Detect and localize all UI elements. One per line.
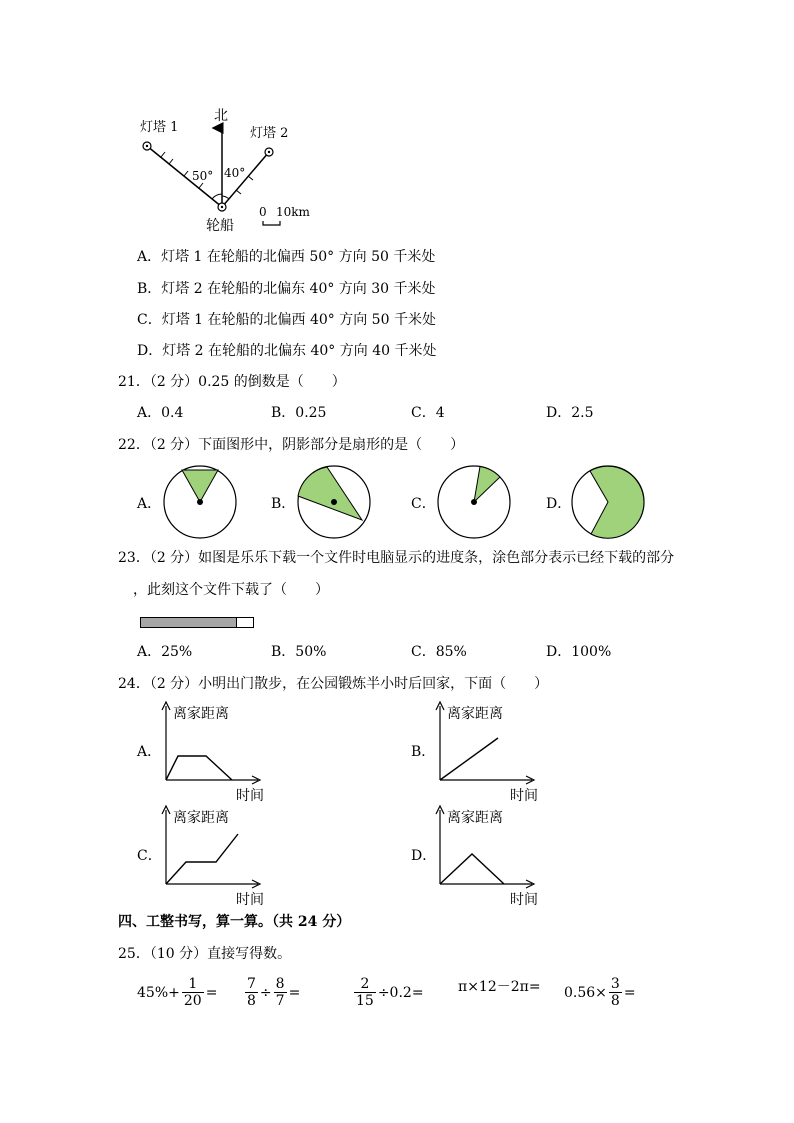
q23-option-d[interactable]: D．100% xyxy=(546,644,612,660)
q21-option-d[interactable]: D．2.5 xyxy=(546,405,594,421)
q24-label-a[interactable]: A． xyxy=(137,744,162,760)
q24-graph-d[interactable] xyxy=(432,804,544,908)
q23-stem-line2: ，此刻这个文件下载了（ ） xyxy=(133,582,329,598)
q24-label-d[interactable]: D． xyxy=(411,848,437,864)
graph-a-ylabel: 离家距离 xyxy=(173,706,229,722)
q22-label-a[interactable]: A． xyxy=(137,496,162,512)
q20-option-d[interactable]: D．灯塔 2 在轮船的北偏东 40° 方向 40 千米处 xyxy=(137,343,437,359)
graph-d-ylabel: 离家距离 xyxy=(447,810,503,826)
ship-label: 轮船 xyxy=(206,218,234,234)
q25-stem: 25．（10 分）直接写得数。 xyxy=(118,946,292,962)
graph-d-line xyxy=(440,854,504,884)
q22-circle-c[interactable] xyxy=(436,464,512,540)
q22-label-c[interactable]: C． xyxy=(411,496,436,512)
q22-circle-d[interactable] xyxy=(570,464,646,540)
q23-progress-fill xyxy=(141,618,237,627)
angle-50-label: 50° xyxy=(192,169,214,183)
q22-label-d[interactable]: D． xyxy=(546,496,572,512)
q21-option-a[interactable]: A．0.4 xyxy=(137,405,184,421)
q23-option-b[interactable]: B．50% xyxy=(271,644,327,660)
q25-expr-4: π×12－2π= xyxy=(458,979,541,995)
q20-option-c[interactable]: C．灯塔 1 在轮船的北偏西 40° 方向 50 千米处 xyxy=(137,312,436,328)
q20-compass-figure xyxy=(136,100,316,240)
q21-option-b[interactable]: B．0.25 xyxy=(271,405,327,421)
angle-40-label: 40° xyxy=(224,166,246,180)
q24-graph-c[interactable] xyxy=(158,804,270,908)
lighthouse2-label: 灯塔 2 xyxy=(250,126,289,141)
scale-zero-label: 0 xyxy=(259,205,267,219)
scale-bar xyxy=(263,221,280,225)
q20-option-b[interactable]: B．灯塔 2 在轮船的北偏东 40° 方向 30 千米处 xyxy=(137,281,436,297)
q22-circle-b[interactable] xyxy=(296,464,372,540)
q25-expr-5: 0.56× $\frac{3}{8}$ = xyxy=(564,976,636,1009)
q23-option-a[interactable]: A．25% xyxy=(137,644,193,660)
q24-graph-b[interactable] xyxy=(432,700,544,804)
graph-c-line xyxy=(166,834,238,884)
q24-graph-a[interactable] xyxy=(158,700,270,804)
q23-progress-bar xyxy=(140,617,254,628)
q25-expr-3: $\frac{2}{15}$ ÷0.2= xyxy=(356,976,424,1009)
graph-b-xlabel: 时间 xyxy=(510,788,538,804)
graph-c-ylabel: 离家距离 xyxy=(173,810,229,826)
q22-stem: 22．（2 分）下面图形中，阴影部分是扇形的是（ ） xyxy=(118,437,465,453)
q21-option-c[interactable]: C．4 xyxy=(411,405,445,421)
q21-stem: 21．（2 分）0.25 的倒数是（ ） xyxy=(118,374,346,390)
graph-d-xlabel: 时间 xyxy=(510,892,538,908)
scale-unit-label: 10km xyxy=(276,205,310,219)
graph-b-ylabel: 离家距离 xyxy=(447,706,503,722)
q25-expr-1: 45%+ $\frac{1}{20}$ = xyxy=(137,976,218,1009)
q24-label-b[interactable]: B． xyxy=(411,744,436,760)
q24-stem: 24．（2 分）小明出门散步，在公园锻炼半小时后回家，下面（ ） xyxy=(118,676,549,692)
section4-heading: 四、工整书写，算一算。（共 24 分） xyxy=(118,914,351,930)
q22-label-b[interactable]: B． xyxy=(271,496,296,512)
q25-expr-2: $\frac{7}{8}$ ÷ $\frac{8}{7}$ = xyxy=(247,976,301,1009)
north-label: 北 xyxy=(214,108,228,124)
graph-a-line xyxy=(166,756,232,780)
q23-stem-line1: 23．（2 分）如图是乐乐下载一个文件时电脑显示的进度条，涂色部分表示已经下载的部分 xyxy=(118,550,675,566)
q23-option-c[interactable]: C．85% xyxy=(411,644,467,660)
lighthouse1-label: 灯塔 1 xyxy=(140,120,179,135)
q20-option-a[interactable]: A．灯塔 1 在轮船的北偏西 50° 方向 50 千米处 xyxy=(137,249,436,265)
graph-c-xlabel: 时间 xyxy=(236,892,264,908)
graph-b-line xyxy=(440,738,498,780)
graph-a-xlabel: 时间 xyxy=(236,788,264,804)
q24-label-c[interactable]: C． xyxy=(137,848,162,864)
q22-circle-a[interactable] xyxy=(162,464,238,540)
